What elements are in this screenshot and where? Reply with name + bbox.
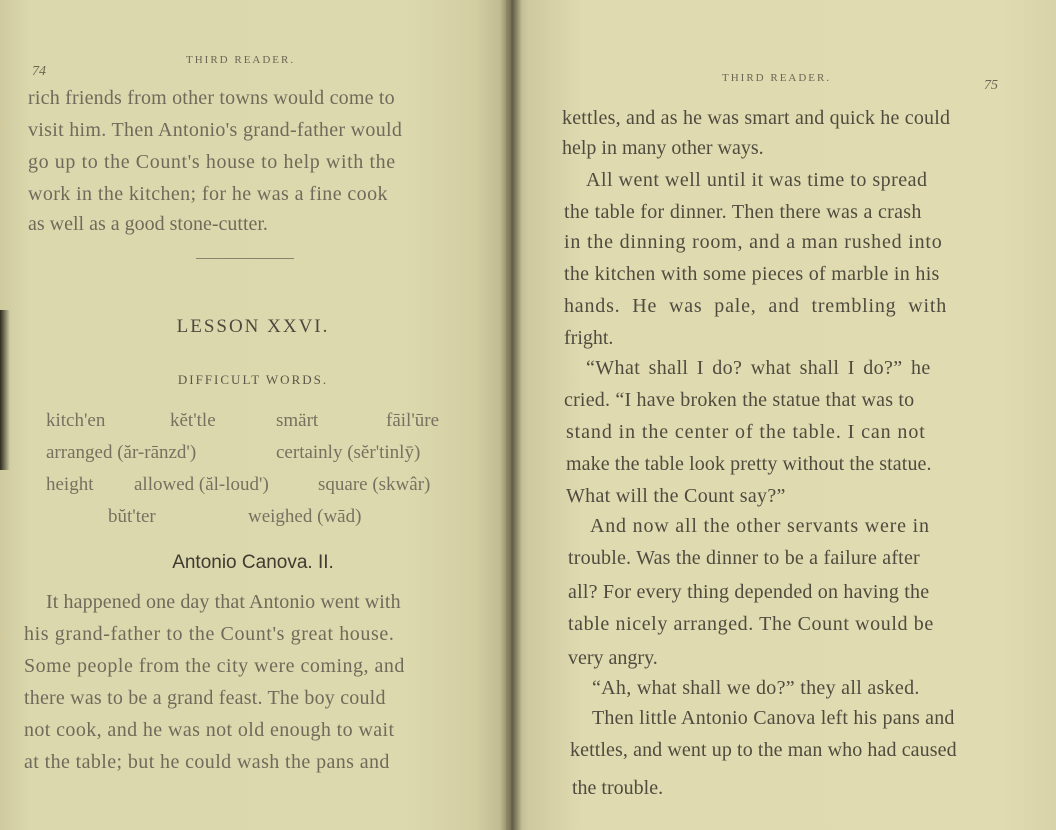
text-line: trouble. Was the dinner to be a failure after xyxy=(568,547,920,569)
text-line: It happened one day that Antonio went with xyxy=(46,591,401,613)
vocab-word: height xyxy=(46,474,94,495)
text-line: the trouble. xyxy=(572,777,664,799)
text-line: visit him. Then Antonio's grand-father would xyxy=(28,119,403,141)
text-line: in the dinning room, and a man rushed into xyxy=(564,231,943,253)
story-title: Antonio Canova. II. xyxy=(172,552,334,573)
page-number-right: 75 xyxy=(984,78,998,93)
text-line: And now all the other servants were in xyxy=(590,515,930,537)
text-line: kettles, and went up to the man who had caused xyxy=(570,739,957,761)
text-line: fright. xyxy=(564,327,614,349)
text-line: All went well until it was time to spread xyxy=(586,169,928,191)
text-line: stand in the center of the table. I can not xyxy=(566,421,926,443)
vocab-word: kitch'en xyxy=(46,410,106,431)
text-line: cried. “I have broken the statue that was to xyxy=(564,389,915,411)
text-line: at the table; but he could wash the pans and xyxy=(24,751,390,773)
text-line: rich friends from other towns would come to xyxy=(28,87,395,109)
text-line: his grand-father to the Count's great house. xyxy=(24,623,395,645)
text-line: all? For every thing depended on having the xyxy=(568,581,930,603)
vocab-word: certainly (sĕr'tinlȳ) xyxy=(276,442,421,463)
text-line: “What shall I do? what shall I do?” he xyxy=(586,357,931,379)
text-line: the kitchen with some pieces of marble in his xyxy=(564,263,940,285)
vocab-word: kĕt'tle xyxy=(170,410,216,431)
text-line: help in many other ways. xyxy=(562,137,764,159)
vocab-word: bŭt'ter xyxy=(108,506,156,527)
vocab-word: arranged (ăr-rānzd') xyxy=(46,442,197,463)
text-line: kettles, and as he was smart and quick he could xyxy=(562,107,951,129)
section-divider xyxy=(196,258,294,259)
book-gutter xyxy=(500,0,522,830)
text-line: Then little Antonio Canova left his pans and xyxy=(592,707,955,729)
text-line: very angry. xyxy=(568,647,658,669)
text-line: work in the kitchen; for he was a fine cook xyxy=(28,183,388,205)
text-line: What will the Count say?” xyxy=(566,485,786,507)
page-number-left: 74 xyxy=(32,64,46,79)
vocab-word: allowed (ăl-loud') xyxy=(134,474,269,495)
text-line: “Ah, what shall we do?” they all asked. xyxy=(592,677,920,699)
text-line: Some people from the city were coming, and xyxy=(24,655,405,677)
text-line: there was to be a grand feast. The boy could xyxy=(24,687,386,709)
text-line: make the table look pretty without the statue. xyxy=(566,453,932,475)
text-line: not cook, and he was not old enough to wait xyxy=(24,719,395,741)
vocab-word: fāil'ūre xyxy=(386,410,440,431)
vocab-word: smärt xyxy=(276,410,319,431)
text-line: hands. He was pale, and trembling with xyxy=(564,295,947,317)
running-head-left: THIRD READER. xyxy=(186,54,296,66)
running-head-right: THIRD READER. xyxy=(722,72,832,84)
difficult-words-heading: DIFFICULT WORDS. xyxy=(177,372,329,387)
left-page xyxy=(0,0,506,830)
text-line: table nicely arranged. The Count would be xyxy=(568,613,934,635)
lesson-title: LESSON XXVI. xyxy=(176,316,330,337)
text-line: go up to the Count's house to help with the xyxy=(28,151,396,173)
text-line: as well as a good stone-cutter. xyxy=(28,213,268,235)
vocab-word: square (skwâr) xyxy=(318,474,431,495)
vocab-word: weighed (wād) xyxy=(248,506,362,527)
right-page xyxy=(506,0,1056,830)
text-line: the table for dinner. Then there was a crash xyxy=(564,201,922,223)
